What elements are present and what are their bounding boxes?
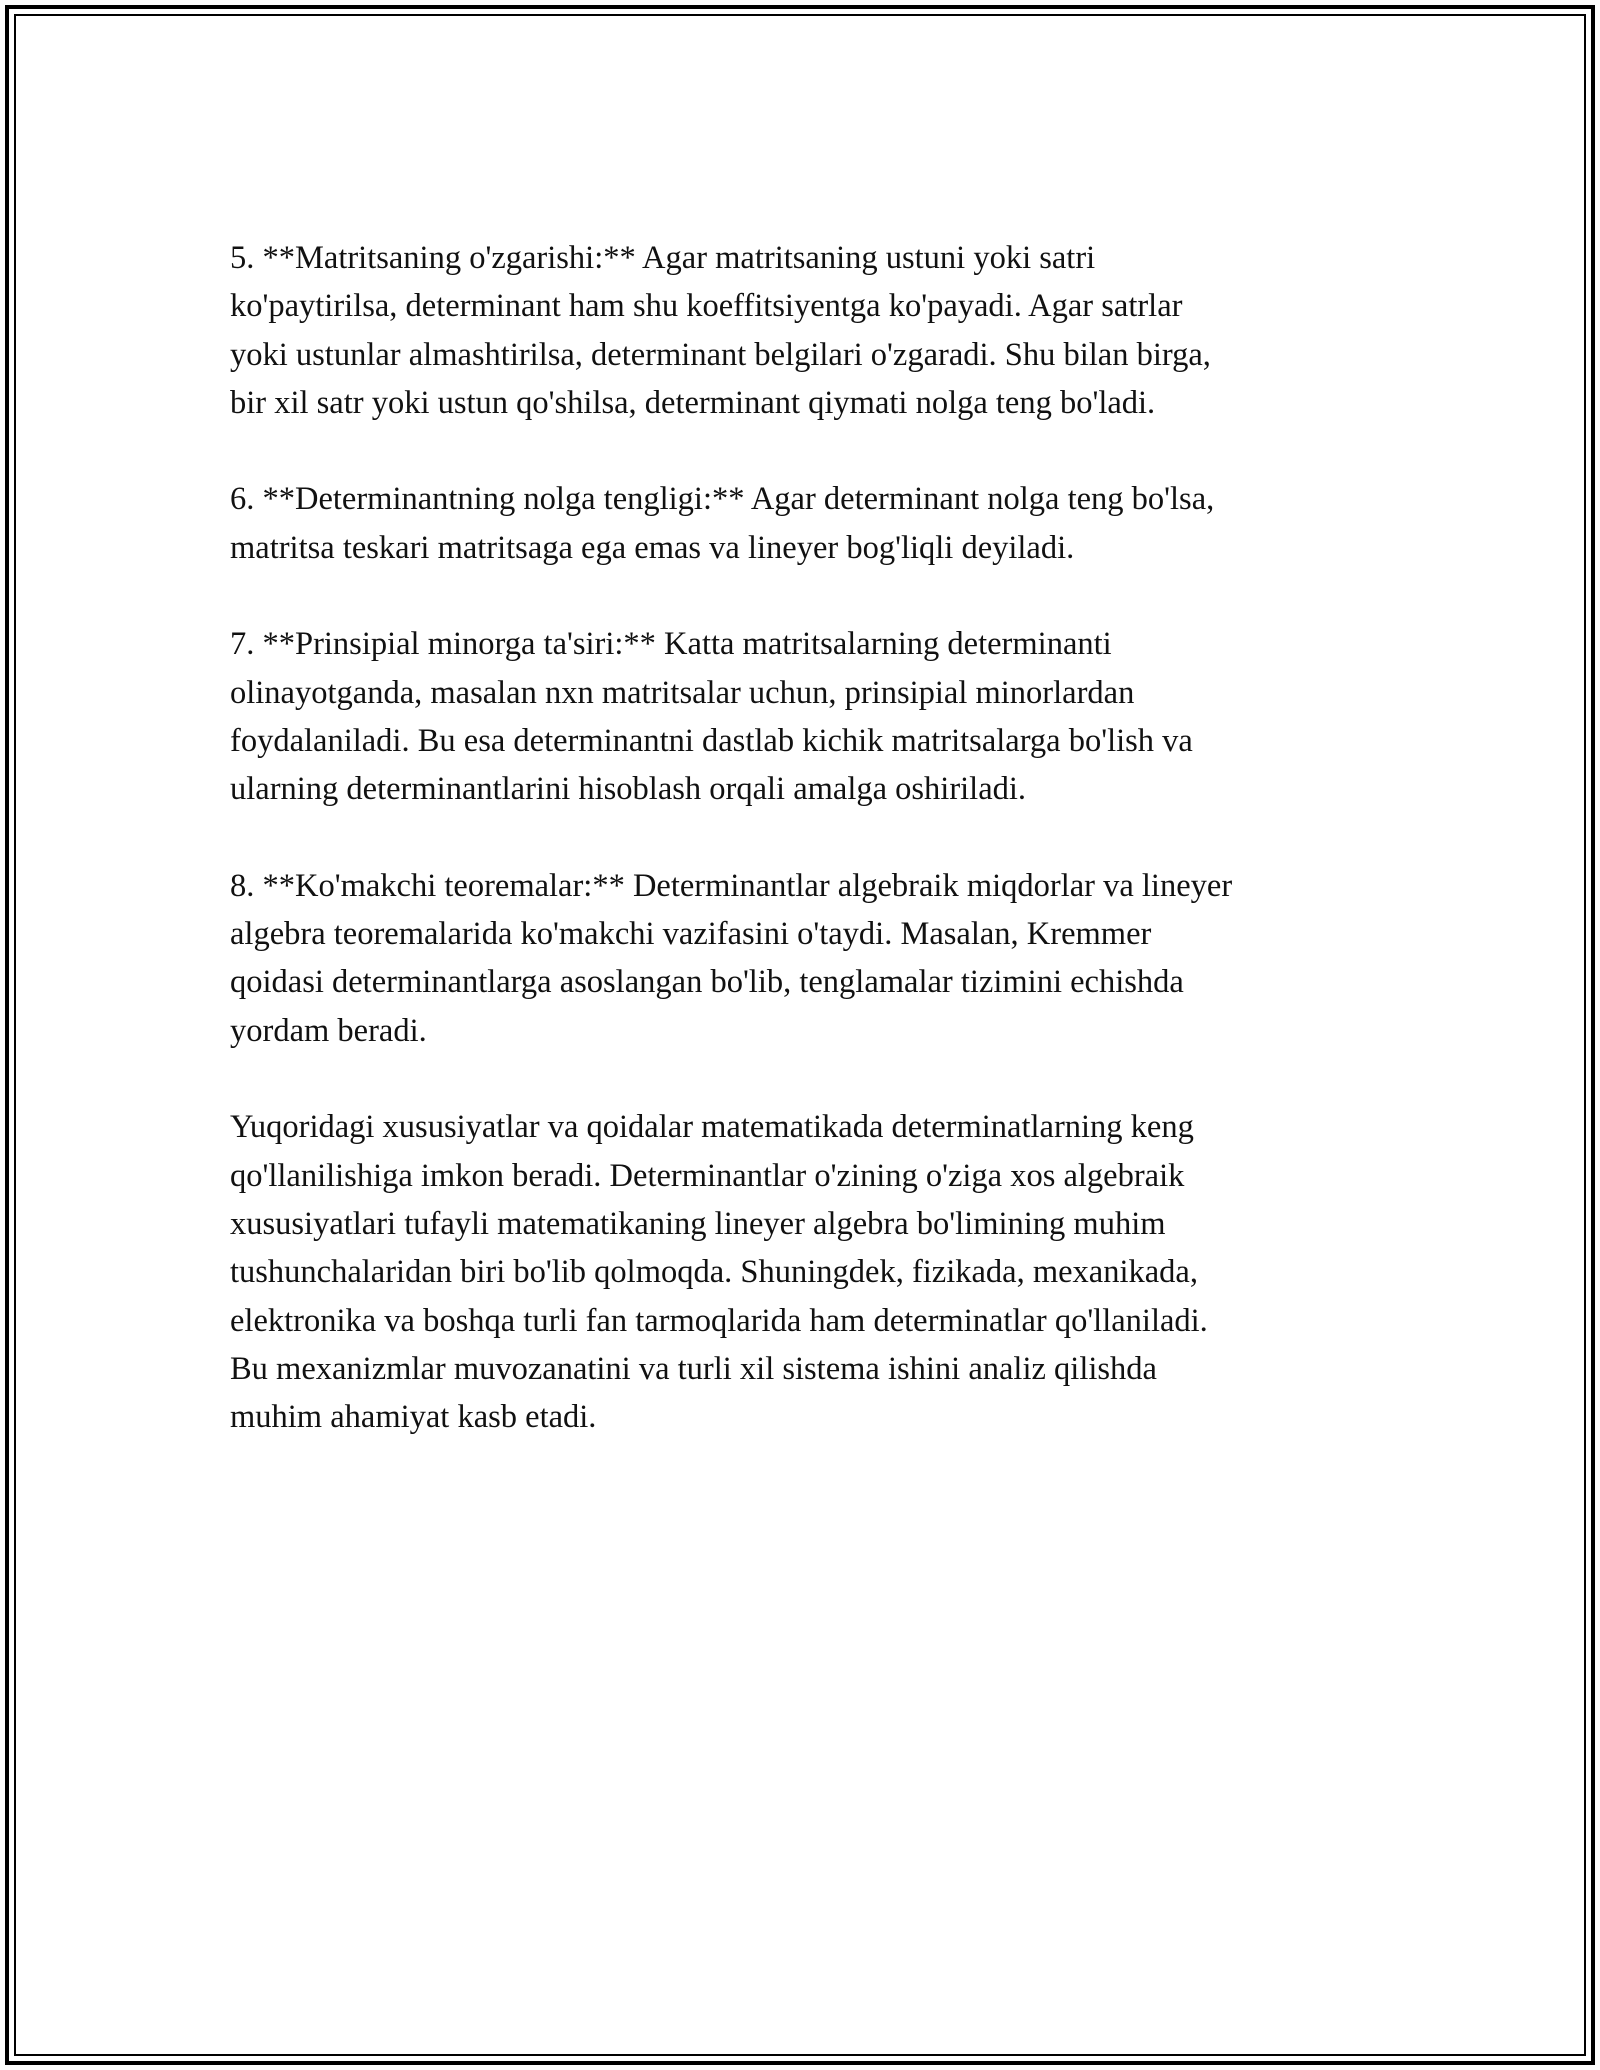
text-line: yoki ustunlar almashtirilsa, determinant belgilari o'zgaradi. Shu bilan birga, bbox=[230, 336, 1211, 373]
text-line: xususiyatlari tufayli matematikaning lineyer algebra bo'limining muhim bbox=[230, 1205, 1166, 1242]
text-line: foydalaniladi. Bu esa determinantni dastlab kichik matritsalarga bo'lish va bbox=[230, 722, 1193, 759]
text-line: yordam beradi. bbox=[230, 1012, 427, 1049]
paragraph-conclusion bbox=[230, 1103, 1390, 1441]
text-line: qoidasi determinantlarga asoslangan bo'lib, tenglamalar tizimini echishda bbox=[230, 964, 1184, 1001]
text-line: olinayotganda, masalan nxn matritsalar uchun, prinsipial minorlardan bbox=[230, 674, 1135, 711]
text-line: 8. **Ko'makchi teoremalar:** Determinantlar algebraik miqdorlar va lineyer bbox=[230, 867, 1233, 904]
text-line: muhim ahamiyat kasb etadi. bbox=[230, 1399, 597, 1436]
text-line: matritsa teskari matritsaga ega emas va lineyer bog'liqli deyiladi. bbox=[230, 529, 1075, 566]
text-line: ularning determinantlarini hisoblash orqali amalga oshiriladi. bbox=[230, 771, 1027, 808]
text-line: 6. **Determinantning nolga tengligi:** Agar determinant nolga teng bo'lsa, bbox=[230, 481, 1215, 518]
text-line: bir xil satr yoki ustun qo'shilsa, determinant qiymati nolga teng bo'ladi. bbox=[230, 384, 1156, 421]
text-line: 5. **Matritsaning o'zgarishi:** Agar matritsaning ustuni yoki satri bbox=[230, 240, 1096, 276]
text-line: tushunchalaridan biri bo'lib qolmoqda. Shuningdek, fizikada, mexanikada, bbox=[230, 1254, 1198, 1291]
text-line: Bu mexanizmlar muvozanatini va turli xil sistema ishini analiz qilishda bbox=[230, 1350, 1157, 1387]
text-line: algebra teoremalarida ko'makchi vazifasini o'taydi. Masalan, Kremmer bbox=[230, 916, 1152, 953]
paragraph-property-8 bbox=[230, 862, 1390, 1055]
paragraph-property-5 bbox=[230, 234, 1390, 427]
text-line: qo'llanilishiga imkon beradi. Determinantlar o'zining o'ziga xos algebraik bbox=[230, 1157, 1185, 1194]
paragraph-property-7 bbox=[230, 620, 1390, 813]
text-line: ko'paytirilsa, determinant ham shu koeffitsiyentga ko'payadi. Agar satrlar bbox=[230, 288, 1183, 325]
document-body bbox=[230, 234, 1390, 1441]
text-line: elektronika va boshqa turli fan tarmoqlarida ham determinatlar qo'llaniladi. bbox=[230, 1302, 1208, 1339]
paragraph-property-6 bbox=[230, 475, 1390, 572]
text-line: Yuqoridagi xususiyatlar va qoidalar matematikada determinatlarning keng bbox=[230, 1109, 1194, 1146]
text-line: 7. **Prinsipial minorga ta'siri:** Katta matritsalarning determinanti bbox=[230, 626, 1112, 663]
